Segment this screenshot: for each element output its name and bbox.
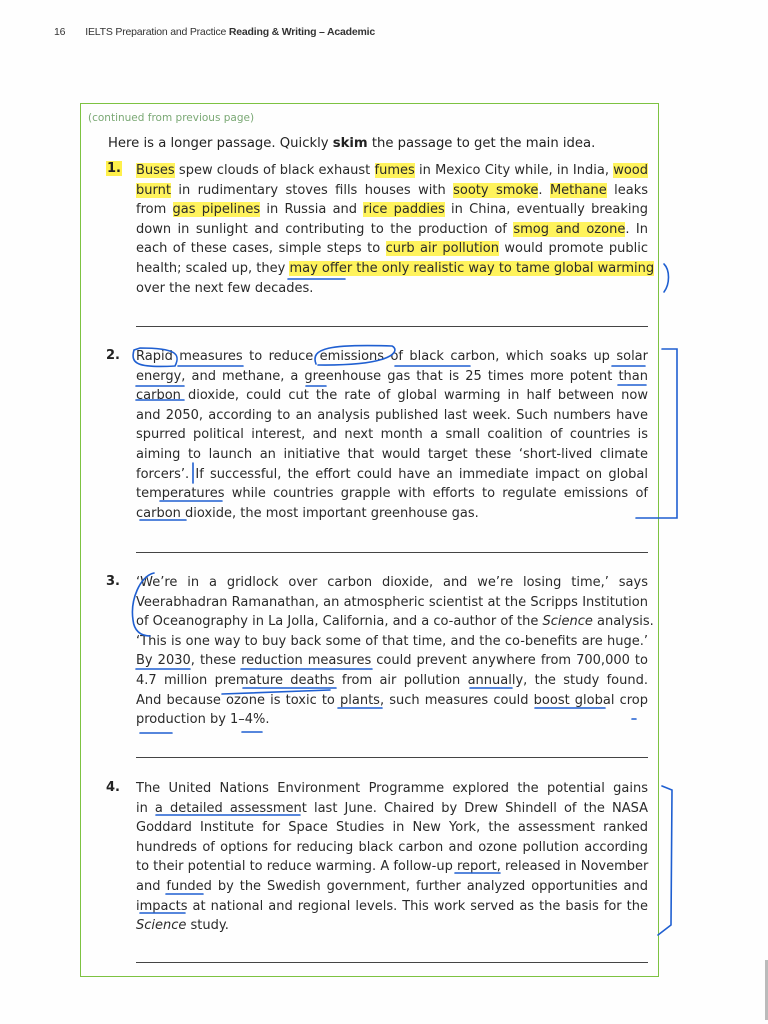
text-line: hundreds of options for reducing black carbon and ozone pollution according [136,839,648,855]
text-line: of Oceanography in La Jolla, California, and a co-author of the Science analysis. [136,614,654,630]
text-line: health; scaled up, they may offer the only realistic way to tame global warming [136,260,655,276]
text-line: burnt in rudimentary stoves fills houses with sooty smoke. Methane leaks [136,182,649,198]
text-line: and funded by the Swedish government, further analyzed opportunities and [136,878,648,894]
text-line: in a detailed assessment last June. Chaired by Drew Shindell of the NASA [136,800,648,816]
paragraph-3-number: 3. [106,574,120,589]
italic-term: Science [542,614,593,630]
paragraph-3 [136,573,654,730]
italic-term: Science [136,918,187,934]
highlighted-phrase: curb air pollution [385,241,499,257]
text-line: energy, and methane, a greenhouse gas that is 25 times more potent than [136,368,648,384]
answer-line-1[interactable] [136,326,648,327]
text-line: 4.7 million premature deaths from air pollution annually, the study found. [136,672,648,688]
text-line: each of these cases, simple steps to curb air pollution would promote public [136,241,648,257]
text-line: Goddard Institute for Space Studies in New York, the assessment ranked [136,820,648,836]
highlighted-phrase: burnt [136,182,171,198]
answer-line-3[interactable] [136,757,648,758]
text-line: and 2050, according to an analysis published last week. Such numbers have [136,407,648,423]
text-line: forcers’. If successful, the effort could have an immediate impact on global [136,466,648,482]
highlighted-phrase: smog and ozone [513,221,626,237]
text-line: Veerabhadran Ramanathan, an atmospheric scientist at the Scripps Institution [136,594,648,610]
text-line: Science study. [136,918,229,934]
text-line: ‘This is one way to buy back some of that time, and the co-benefits are huge.’ [136,633,648,649]
answer-line-2[interactable] [136,552,648,553]
paragraph-1-number: 1. [107,161,121,176]
highlighted-phrase: fumes [374,163,415,178]
text-line: temperatures while countries grapple with efforts to regulate emissions of [136,486,648,502]
margin-bracket-4 [658,786,672,935]
instruction: Here is a longer passage. Quickly skim the passage to get the main idea. [108,136,596,151]
paragraph-4 [136,779,648,936]
highlighted-phrase: Buses [136,163,175,178]
text-line: Rapid measures to reduce emissions of black carbon, which soaks up solar [136,349,648,364]
continued-note: (continued from previous page) [88,112,255,124]
highlighted-phrase: Methane [549,182,607,198]
text-line: from gas pipelines in Russia and rice paddies in China, eventually breaking [136,202,648,218]
text-line: The United Nations Environment Programme explored the potential gains [136,781,648,796]
page-header [54,26,375,38]
text-line: carbon dioxide, could cut the rate of global warming in half between now [136,388,648,404]
text-line: Buses spew clouds of black exhaust fumes in Mexico City while, in India, wood [136,163,648,178]
highlighted-phrase: may offer the only realistic way to tame global warming [289,260,655,276]
answer-line-4[interactable] [136,962,648,963]
text-line: down in sunlight and contributing to the production of smog and ozone. In [136,221,648,237]
highlighted-phrase: wood [613,163,648,178]
text-line: aiming to launch an initiative that would target these ‘short-lived climate [136,446,648,462]
page-number: 16 [54,26,66,38]
book-title: IELTS Preparation and Practice Reading & Writing – Academic [85,26,375,38]
text-line: to their potential to reduce warming. A follow-up report, released in November [136,859,649,875]
paragraph-2 [136,347,648,523]
text-line: ‘We’re in a gridlock over carbon dioxide, and we’re losing time,’ says [136,575,648,590]
margin-bracket-1 [664,264,669,292]
text-line: By 2030, these reduction measures could prevent anywhere from 700,000 to [136,653,648,669]
text-line: impacts at national and regional levels. This work served as the basis for the [136,898,648,914]
text-line: production by 1–4%. [136,712,270,728]
paragraph-2-number: 2. [106,348,120,363]
highlighted-phrase: gas pipelines [172,202,261,218]
highlighted-phrase: rice paddies [363,202,445,218]
paragraph-4-number: 4. [106,780,120,795]
text-line: over the next few decades. [136,280,314,296]
text-line: spurred political interest, and next month a small coalition of countries is [136,427,648,443]
paragraph-1 [136,161,655,298]
highlighted-phrase: sooty smoke [453,182,539,198]
text-line: carbon dioxide, the most important greenhouse gas. [136,505,479,521]
text-line: And because ozone is toxic to plants, such measures could boost global crop [136,692,648,708]
